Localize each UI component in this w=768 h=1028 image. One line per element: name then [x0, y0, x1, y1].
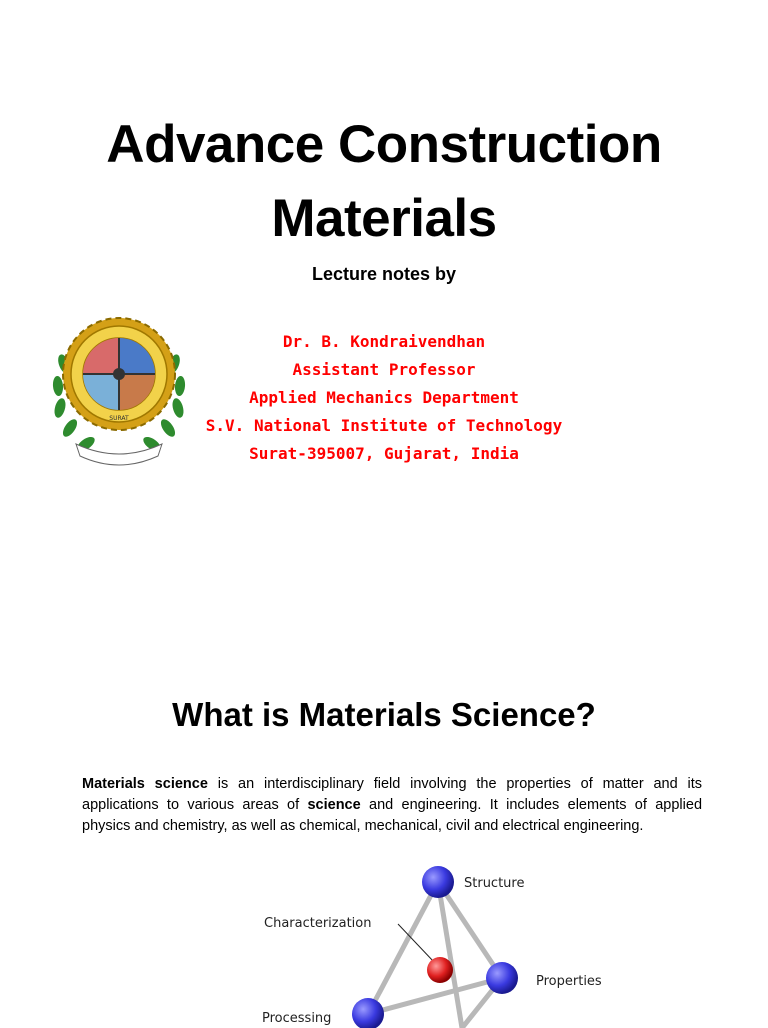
- author-address: Surat-395007, Gujarat, India: [249, 444, 519, 463]
- author-institute: S.V. National Institute of Technology: [205, 416, 563, 435]
- author-designation: Assistant Professor: [292, 360, 476, 379]
- svg-text:SURAT: SURAT: [109, 415, 129, 422]
- processing-label: Processing: [262, 1011, 332, 1026]
- institute-seal-logo: [46, 294, 192, 472]
- structure-label: Structure: [464, 876, 525, 891]
- characterization-node: [427, 957, 453, 983]
- author-block: [180, 328, 588, 468]
- author-department: Applied Mechanics Department: [249, 388, 519, 407]
- materials-tetrahedron-diagram: [250, 858, 630, 1028]
- title-line-1: Advance Construction: [106, 115, 662, 174]
- para-text-1: is an interdisciplinary field involving the properties of matter and its applications to various areas of: [82, 776, 702, 813]
- title-line-2: Materials: [271, 189, 497, 248]
- slide-heading: What is Materials Science?: [172, 696, 596, 733]
- tetrahedron-rods: [368, 882, 502, 1028]
- structure-node: [422, 866, 454, 898]
- properties-node: [486, 962, 518, 994]
- materials-science-slide: [0, 660, 768, 1024]
- byline: Lecture notes by: [311, 264, 457, 284]
- definition-paragraph: [82, 774, 702, 837]
- slide-title: [0, 108, 768, 256]
- properties-label: Properties: [536, 974, 602, 989]
- characterization-label: Characterization: [264, 916, 372, 931]
- term-materials-science: Materials science: [82, 776, 208, 792]
- term-science: science: [307, 797, 361, 813]
- author-name: Dr. B. Kondraivendhan: [282, 332, 486, 351]
- para-text-2: and engineering. It includes elements of applied physics and chemistry, as well as chemical, mechanical, civil and electrical engineering.: [82, 797, 703, 834]
